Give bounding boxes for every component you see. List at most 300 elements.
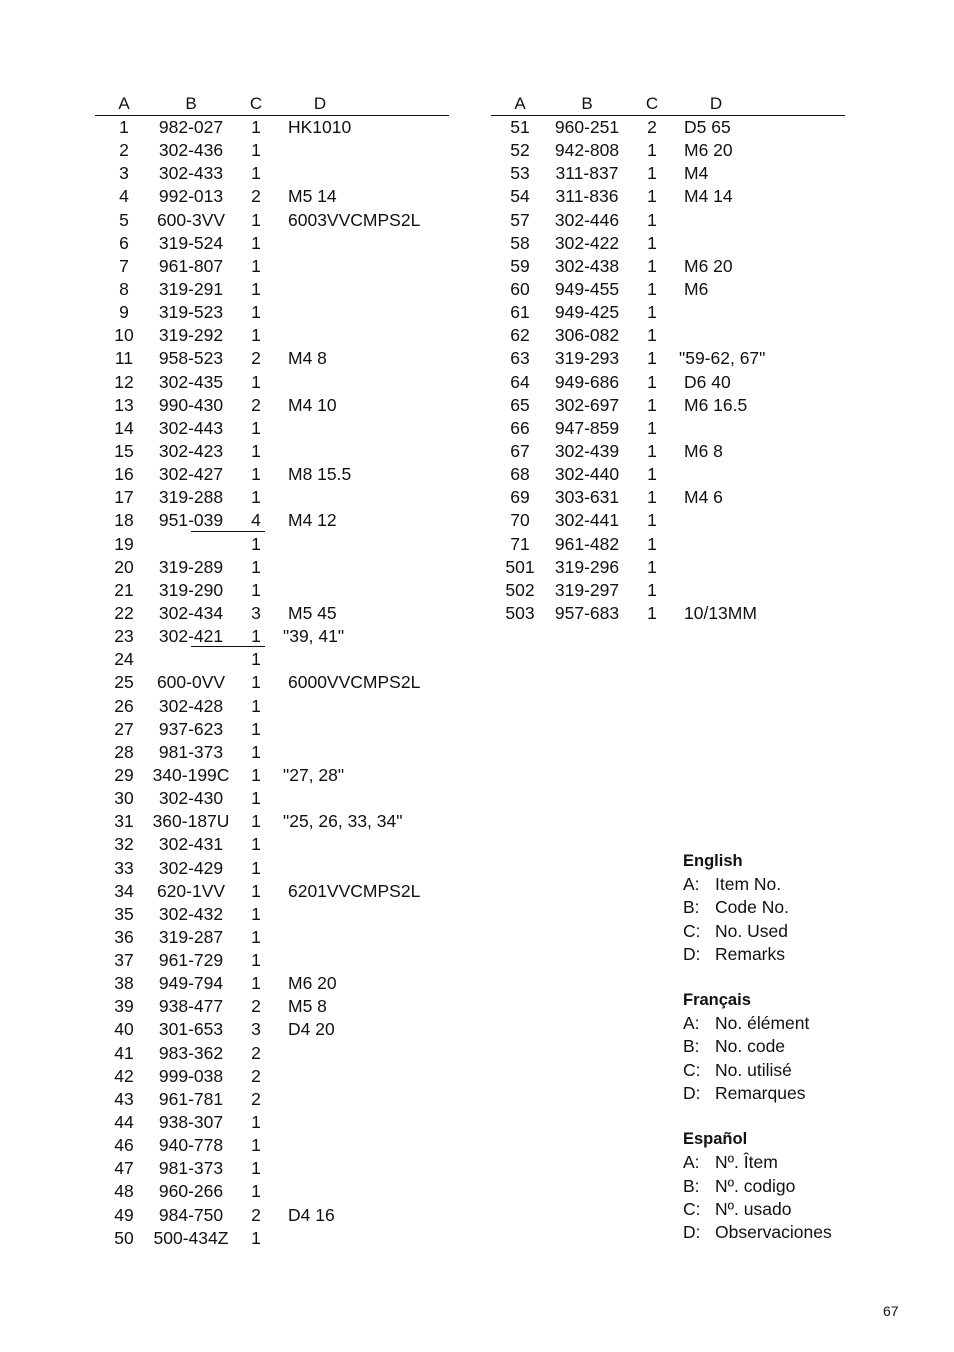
remarks: "59-62, 67": [679, 348, 766, 369]
item-no: 2: [119, 140, 129, 161]
code-no: 319-287: [158, 926, 224, 947]
table-row: [491, 232, 845, 255]
table-row: [95, 486, 449, 509]
code-no: 600-0VV: [156, 672, 226, 693]
code-no: 302-423: [158, 440, 224, 461]
legend-line: [683, 1221, 832, 1244]
table-row: [491, 162, 845, 185]
legend-key: D:: [683, 1083, 701, 1104]
code-no: 957-683: [554, 602, 620, 623]
table-row: [491, 209, 845, 232]
legend-block: [683, 1128, 832, 1244]
legend-key: D:: [683, 943, 701, 964]
table-row: [491, 394, 845, 417]
no-used: 1: [251, 1135, 261, 1156]
code-no: 302-431: [158, 834, 224, 855]
remarks: M5 14: [288, 186, 337, 207]
legend-key: C:: [683, 1059, 701, 1080]
table-row: [95, 1204, 449, 1227]
no-used: 1: [251, 926, 261, 947]
table-row: [491, 347, 845, 370]
table-row: [491, 371, 845, 394]
no-used: 1: [251, 626, 261, 647]
table-row: [491, 139, 845, 162]
code-no: 949-455: [554, 278, 620, 299]
code-no: 942-808: [554, 140, 620, 161]
table-row: [95, 139, 449, 162]
item-no: 48: [114, 1181, 134, 1202]
no-used: 1: [647, 440, 657, 461]
code-no: 938-477: [158, 996, 224, 1017]
table-row: [95, 695, 449, 718]
code-no: 999-038: [158, 1065, 224, 1086]
table-row: [95, 440, 449, 463]
item-no: 26: [114, 695, 134, 716]
table-row: [95, 394, 449, 417]
item-no: 22: [114, 602, 134, 623]
code-no: 302-432: [158, 903, 224, 924]
no-used: 1: [647, 579, 657, 600]
table-body: [95, 116, 449, 1250]
table-header: [95, 92, 449, 116]
remarks: M6 20: [684, 140, 733, 161]
table-row: [95, 949, 449, 972]
legend-key: A:: [683, 874, 700, 894]
table-row: [491, 533, 845, 556]
no-used: 1: [251, 1227, 261, 1248]
item-no: 11: [114, 348, 134, 369]
no-used: 2: [251, 1088, 261, 1109]
table-row: [491, 417, 845, 440]
item-no: 37: [114, 950, 134, 971]
item-no: 46: [114, 1135, 134, 1156]
code-no: 620-1VV: [156, 880, 226, 901]
code-no: 319-289: [158, 556, 224, 577]
table-header: [491, 92, 845, 116]
item-no: 20: [114, 556, 134, 577]
code-no: 311-837: [555, 163, 619, 184]
code-no: 961-781: [158, 1088, 224, 1109]
item-no: 4: [119, 186, 129, 207]
no-used: 1: [251, 232, 261, 253]
item-no: 28: [114, 741, 134, 762]
code-no: 947-859: [554, 417, 620, 438]
legend-key: B:: [683, 1175, 700, 1196]
no-used: 1: [647, 556, 657, 577]
table-row: [491, 486, 845, 509]
remarks: M6: [684, 278, 709, 299]
item-no: 63: [510, 348, 530, 369]
table-row: [95, 833, 449, 856]
remarks: D4 20: [288, 1019, 335, 1040]
code-no: 940-778: [158, 1135, 224, 1156]
table-row: [95, 1227, 449, 1250]
remarks: M8 15.5: [288, 464, 352, 485]
no-used: 1: [251, 209, 261, 230]
table-row: [95, 787, 449, 810]
table-row: [95, 810, 449, 833]
remarks: 10/13MM: [684, 602, 757, 623]
no-used: 1: [251, 464, 261, 485]
remarks: 6000VVCMPS2L: [288, 672, 421, 693]
code-no: 319-523: [158, 302, 224, 323]
header-a: A: [118, 94, 130, 113]
table-row: [491, 116, 845, 139]
item-no: 13: [114, 394, 134, 415]
table-row: [95, 1134, 449, 1157]
code-no: 319-292: [158, 325, 224, 346]
no-used: 1: [251, 1112, 261, 1133]
legend-value: No. élément: [715, 1013, 810, 1034]
table-row: [95, 648, 449, 671]
no-used: 1: [251, 302, 261, 323]
item-no: 68: [510, 464, 530, 485]
item-no: 24: [114, 649, 134, 670]
no-used: 1: [647, 255, 657, 276]
item-no: 23: [114, 626, 134, 647]
code-no: 982-027: [158, 117, 224, 137]
code-no: 319-288: [158, 487, 224, 508]
table-row: [95, 602, 449, 625]
header-b: B: [185, 94, 197, 113]
item-no: 60: [510, 278, 530, 299]
code-no: 983-362: [158, 1042, 224, 1063]
item-no: 502: [505, 579, 535, 600]
no-used: 1: [251, 163, 261, 184]
table-row: [95, 579, 449, 602]
item-no: 5: [119, 209, 129, 230]
remarks: M4 12: [288, 510, 337, 531]
table-row: [95, 764, 449, 787]
item-no: 19: [114, 533, 134, 554]
table-row: [95, 1088, 449, 1111]
code-no: 302-430: [158, 788, 224, 809]
legend-key: D:: [683, 1222, 701, 1243]
item-no: 71: [510, 533, 530, 554]
table-row: [95, 741, 449, 764]
no-used: 1: [647, 163, 657, 184]
no-used: 1: [647, 394, 657, 415]
no-used: 1: [647, 278, 657, 299]
item-no: 12: [114, 371, 134, 392]
no-used: 1: [251, 950, 261, 971]
item-no: 40: [114, 1019, 134, 1040]
header-c: C: [249, 94, 263, 113]
remarks: M4 8: [288, 348, 327, 369]
item-no: 38: [114, 973, 134, 994]
code-no: 311-836: [555, 186, 619, 207]
legend-line: [683, 1151, 778, 1174]
table-row: [95, 1065, 449, 1088]
table-row: [95, 301, 449, 324]
code-no: 319-524: [158, 232, 224, 253]
legend-key: B:: [683, 1036, 700, 1057]
item-no: 1: [119, 117, 129, 137]
no-used: 1: [251, 255, 261, 276]
item-no: 9: [119, 302, 129, 323]
item-no: 44: [114, 1112, 134, 1133]
item-no: 42: [114, 1065, 134, 1086]
code-no: 937-623: [158, 718, 224, 739]
item-no: 30: [114, 788, 134, 809]
table-row: [95, 1180, 449, 1203]
table-row: [95, 1018, 449, 1041]
header-a: A: [514, 94, 526, 113]
code-no: 302-435: [158, 371, 224, 392]
table-row: [95, 1111, 449, 1134]
code-no: 302-433: [158, 163, 224, 184]
remarks: D5 65: [684, 117, 731, 137]
legend-value: Code No.: [715, 897, 789, 918]
remarks: M4 14: [684, 186, 733, 207]
column-legend: [683, 850, 832, 1268]
item-no: 34: [114, 880, 134, 901]
no-used: 1: [647, 533, 657, 554]
no-used: 1: [251, 325, 261, 346]
code-no: 949-794: [158, 973, 224, 994]
code-no: 306-082: [554, 325, 620, 346]
code-no: 302-441: [554, 510, 620, 531]
table-row: [491, 602, 845, 625]
legend-line: [683, 1035, 786, 1058]
no-used: 1: [251, 1158, 261, 1179]
code-no: 992-013: [158, 186, 224, 207]
code-no: 302-443: [158, 417, 224, 438]
legend-value: No. utilisé: [715, 1059, 792, 1080]
no-used: 1: [647, 417, 657, 438]
table-row: [95, 232, 449, 255]
code-no: 961-807: [158, 255, 224, 276]
item-no: 3: [119, 163, 129, 184]
header-c: C: [645, 94, 659, 113]
no-used: 1: [647, 348, 657, 369]
legend-value: Observaciones: [715, 1222, 832, 1243]
legend-value: Remarques: [715, 1083, 806, 1104]
item-no: 21: [114, 579, 134, 600]
legend-line: [683, 1012, 810, 1035]
legend-value: No. code: [715, 1036, 786, 1057]
item-no: 65: [510, 394, 530, 415]
item-no: 41: [114, 1042, 134, 1063]
table-row: [95, 324, 449, 347]
no-used: 1: [251, 764, 261, 785]
no-used: 1: [251, 672, 261, 693]
remarks: M6 20: [684, 255, 733, 276]
table-row: [491, 324, 845, 347]
item-no: 503: [505, 602, 535, 623]
remarks: 6201VVCMPS2L: [288, 880, 421, 901]
no-used: 1: [251, 487, 261, 508]
table-row: [95, 926, 449, 949]
legend-value: Nº. usado: [715, 1198, 792, 1219]
table-row: [95, 533, 449, 556]
table-row: [95, 278, 449, 301]
dash-line: [191, 646, 265, 647]
table-row: [95, 995, 449, 1018]
legend-line: [683, 1082, 806, 1105]
table-row: [491, 255, 845, 278]
item-no: 15: [114, 440, 134, 461]
code-no: 303-631: [554, 487, 620, 508]
code-no: 302-428: [158, 695, 224, 716]
legend-line: [683, 920, 788, 943]
item-no: 25: [114, 672, 134, 693]
table-row: [95, 185, 449, 208]
item-no: 58: [510, 232, 530, 253]
table-row: [95, 671, 449, 694]
table-row: [95, 209, 449, 232]
no-used: 1: [251, 788, 261, 809]
table-row: [95, 347, 449, 370]
code-no: 319-291: [158, 278, 224, 299]
code-no: 990-430: [158, 394, 224, 415]
item-no: 39: [114, 996, 134, 1017]
no-used: 1: [251, 649, 261, 670]
no-used: 1: [251, 811, 261, 832]
code-no: 960-266: [158, 1181, 224, 1202]
code-no: 302-439: [554, 440, 620, 461]
table-row: [95, 371, 449, 394]
no-used: 1: [251, 695, 261, 716]
item-no: 49: [114, 1204, 134, 1225]
remarks: M4 6: [684, 487, 723, 508]
item-no: 6: [119, 232, 129, 253]
item-no: 66: [510, 417, 530, 438]
no-used: 1: [251, 741, 261, 762]
item-no: 10: [114, 325, 134, 346]
no-used: 1: [647, 464, 657, 485]
code-no: 961-729: [158, 950, 224, 971]
table-row: [491, 440, 845, 463]
no-used: 1: [647, 209, 657, 230]
legend-block: [683, 850, 789, 966]
item-no: 52: [510, 140, 530, 161]
code-no: 951-039: [158, 510, 224, 531]
no-used: 1: [647, 325, 657, 346]
code-no: 302-429: [158, 857, 224, 878]
item-no: 14: [114, 417, 134, 438]
no-used: 1: [251, 579, 261, 600]
no-used: 1: [251, 117, 261, 137]
remarks: M5 45: [288, 602, 337, 623]
table-row: [95, 972, 449, 995]
remarks: D4 16: [288, 1204, 335, 1225]
item-no: 43: [114, 1088, 134, 1109]
table-row: [95, 255, 449, 278]
legend-line: [683, 1198, 792, 1221]
legend-value: No. Used: [715, 920, 788, 941]
item-no: 62: [510, 325, 530, 346]
code-no: 961-482: [554, 533, 620, 554]
table-row: [491, 278, 845, 301]
remarks: "27, 28": [283, 764, 345, 785]
table-row: [95, 857, 449, 880]
table-row: [95, 1042, 449, 1065]
table-row: [491, 556, 845, 579]
no-used: 1: [251, 140, 261, 161]
item-no: 64: [510, 371, 530, 392]
code-no: 981-373: [158, 741, 224, 762]
remarks: M5 8: [288, 996, 327, 1017]
remarks: D6 40: [684, 371, 731, 392]
code-no: 949-686: [554, 371, 620, 392]
item-no: 32: [114, 834, 134, 855]
code-no: 302-446: [554, 209, 620, 230]
no-used: 1: [647, 186, 657, 207]
table-row: [95, 463, 449, 486]
remarks: M6 20: [288, 973, 337, 994]
code-no: 960-251: [554, 117, 620, 137]
item-no: 47: [114, 1158, 134, 1179]
remarks: "25, 26, 33, 34": [283, 811, 403, 832]
no-used: 2: [251, 348, 261, 369]
item-no: 33: [114, 857, 134, 878]
no-used: 2: [251, 996, 261, 1017]
code-no: 340-199C: [152, 764, 230, 785]
remarks: M4: [684, 163, 709, 184]
no-used: 1: [647, 602, 657, 623]
item-no: 501: [505, 556, 535, 577]
no-used: 4: [251, 510, 261, 531]
legend-key: A:: [683, 1013, 700, 1034]
no-used: 1: [251, 440, 261, 461]
no-used: 2: [251, 1204, 261, 1225]
item-no: 7: [119, 255, 129, 276]
legend-language: Français: [683, 991, 751, 1010]
legend-key: C:: [683, 1198, 701, 1219]
remarks: HK1010: [288, 117, 352, 137]
legend-line: [683, 1059, 792, 1082]
table-row: [95, 880, 449, 903]
no-used: 1: [251, 718, 261, 739]
table-row: [95, 509, 449, 532]
item-no: 67: [510, 440, 530, 461]
legend-block: [683, 989, 810, 1105]
no-used: 1: [251, 371, 261, 392]
no-used: 3: [251, 1019, 261, 1040]
code-no: 319-290: [158, 579, 224, 600]
legend-line: [683, 873, 782, 896]
legend-key: C:: [683, 920, 701, 941]
no-used: 1: [647, 232, 657, 253]
code-no: 938-307: [158, 1112, 224, 1133]
code-no: 302-434: [158, 602, 224, 623]
item-no: 53: [510, 163, 530, 184]
item-no: 17: [114, 487, 134, 508]
table-row: [95, 903, 449, 926]
code-no: 984-750: [158, 1204, 224, 1225]
item-no: 16: [114, 464, 134, 485]
no-used: 1: [251, 278, 261, 299]
code-no: 302-421: [158, 626, 224, 647]
item-no: 31: [114, 811, 134, 832]
header-d: D: [313, 94, 327, 113]
item-no: 59: [510, 255, 530, 276]
table-body: [491, 116, 845, 625]
table-row: [491, 579, 845, 602]
legend-value: Nº. codigo: [715, 1175, 796, 1196]
table-row: [491, 463, 845, 486]
item-no: 35: [114, 903, 134, 924]
legend-value: Remarks: [715, 943, 786, 964]
remarks: M4 10: [288, 394, 337, 415]
table-row: [95, 417, 449, 440]
remarks: 6003VVCMPS2L: [288, 209, 421, 230]
dash-line: [191, 531, 265, 532]
no-used: 1: [251, 973, 261, 994]
no-used: 2: [251, 1065, 261, 1086]
table-row: [491, 185, 845, 208]
